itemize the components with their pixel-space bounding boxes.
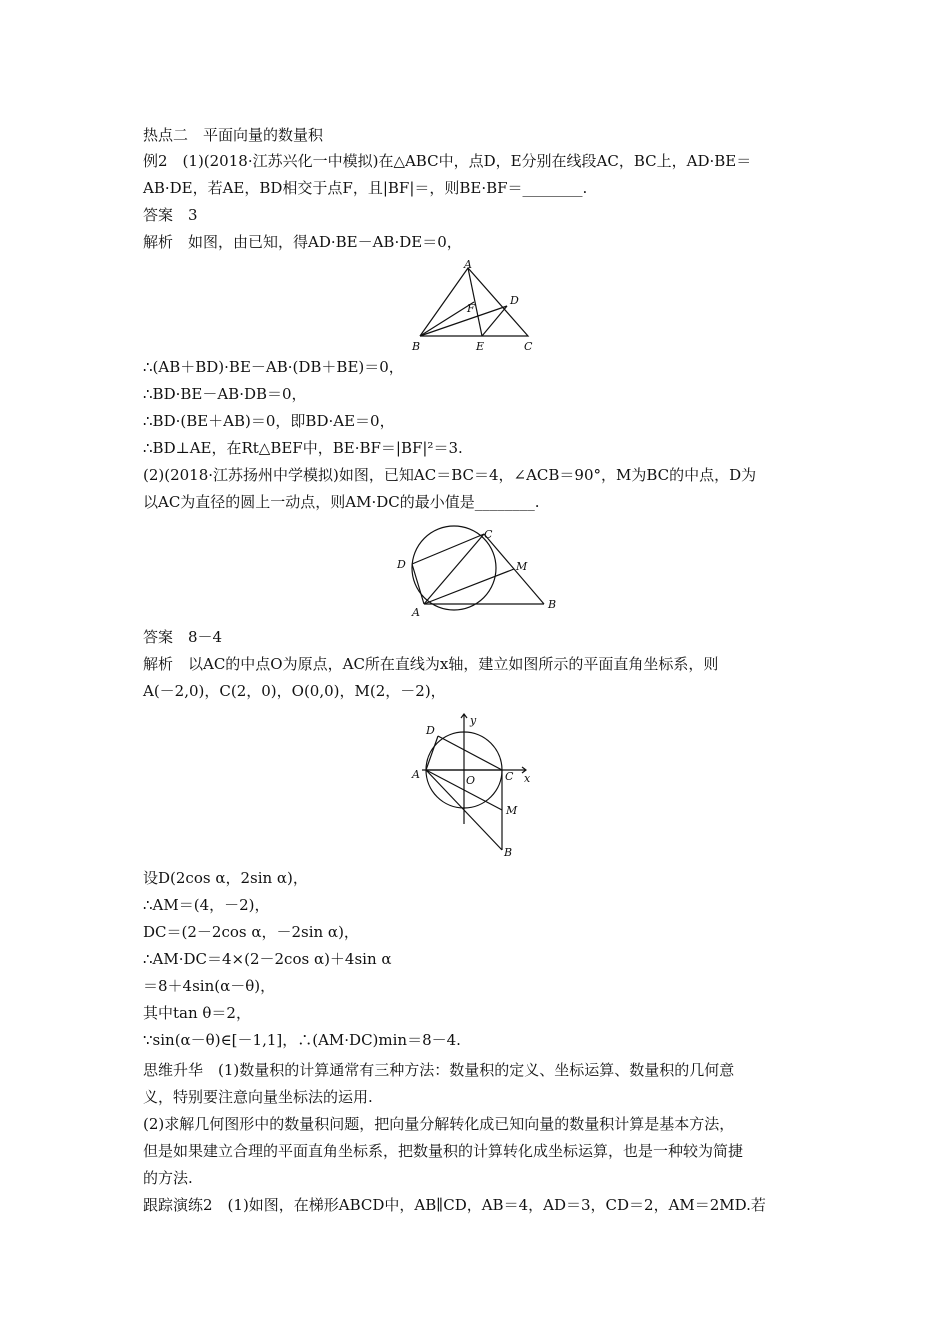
label-y: y — [470, 714, 477, 727]
circle-figure — [392, 520, 567, 620]
summary-text: 的方法. — [143, 1169, 193, 1187]
solution-2-step: 其中tan θ＝2， — [143, 1004, 251, 1022]
solution-2-step: ∴AM·DC＝4×(2－2cos α)＋4sin α — [143, 950, 392, 968]
practice-text: 跟踪演练2 (1)如图，在梯形ABCD中，AB∥CD，AB＝4，AD＝3，CD＝2，AM＝2MD.若 — [143, 1196, 766, 1214]
answer-1: 答案 3 — [143, 206, 198, 224]
label-A: A — [412, 606, 420, 619]
label-x: x — [524, 772, 531, 785]
solution-1-step: ∴(AB＋BD)·BE－AB·(DB＋BE)＝0， — [143, 358, 404, 376]
answer-2: 答案 8－4 — [143, 628, 223, 646]
label-B: B — [504, 846, 513, 859]
solution-1-step: ∴BD⊥AE，在Rt△BEF中，BE·BF＝|BF|²＝3. — [143, 439, 463, 457]
solution-2-step: DC＝(2－2cos α，－2sin α)， — [143, 923, 359, 941]
example-2-part1-text: AB·DE，若AE，BD相交于点F，且|BF|＝，则BE·BF＝________. — [143, 179, 588, 197]
solution-2-step: 设D(2cos α，2sin α)， — [143, 869, 308, 887]
label-A: A — [412, 768, 420, 781]
example-2-part2-text: (2)(2018·江苏扬州中学模拟)如图，已知AC＝BC＝4，∠ACB＝90°，M为BC的中点，D为 — [143, 466, 757, 484]
solution-2-step: ∵sin(α－θ)∈[－1,1]，∴(AM·DC)min＝8－4. — [143, 1031, 461, 1049]
summary-text: 但是如果建立合理的平面直角坐标系，把数量积的计算转化成坐标运算，也是一种较为简捷 — [143, 1142, 744, 1160]
solution-1-text: 解析 如图，由已知，得AD·BE－AB·DE＝0， — [143, 233, 462, 251]
label-A: A — [464, 258, 472, 271]
solution-2-text: 解析 以AC的中点O为原点，AC所在直线为x轴，建立如图所示的平面直角坐标系，则 — [143, 655, 719, 673]
solution-1-step: ∴BD·BE－AB·DB＝0， — [143, 385, 307, 403]
summary-text: 义，特别要注意向量坐标法的运用. — [143, 1088, 373, 1106]
label-F: F — [467, 302, 475, 315]
label-C: C — [505, 770, 514, 783]
example-2-part1-text: 例2 (1)(2018·江苏兴化一中模拟)在△ABC中，点D，E分别在线段AC，BC上，AD·BE＝ — [143, 152, 752, 170]
solution-2-step: ＝8＋4sin(α－θ)， — [143, 977, 276, 995]
label-C: C — [524, 340, 533, 353]
label-O: O — [466, 774, 476, 787]
coordinate-figure — [408, 712, 538, 860]
summary-text: (2)求解几何图形中的数量积问题，把向量分解转化成已知向量的数量积计算是基本方法， — [143, 1115, 735, 1133]
label-M: M — [516, 560, 528, 573]
example-2-part2-text: 以AC为直径的圆上一动点，则AM·DC的最小值是________. — [143, 493, 540, 511]
section-heading: 热点二 平面向量的数量积 — [143, 126, 324, 144]
label-B: B — [548, 598, 557, 611]
solution-2-step: ∴AM＝(4，－2)， — [143, 896, 270, 914]
solution-1-step: ∴BD·(BE＋AB)＝0，即BD·AE＝0， — [143, 412, 395, 430]
label-D: D — [510, 294, 519, 307]
label-D: D — [426, 724, 435, 737]
label-D: D — [397, 558, 406, 571]
summary-text: 思维升华 (1)数量积的计算通常有三种方法：数量积的定义、坐标运算、数量积的几何意 — [143, 1061, 735, 1079]
solution-2-text: A(－2,0)，C(2，0)，O(0,0)，M(2，－2)， — [143, 682, 446, 700]
label-C: C — [484, 528, 493, 541]
label-B: B — [412, 340, 421, 353]
label-E: E — [476, 340, 485, 353]
label-M: M — [506, 804, 518, 817]
triangle-figure — [410, 258, 540, 354]
